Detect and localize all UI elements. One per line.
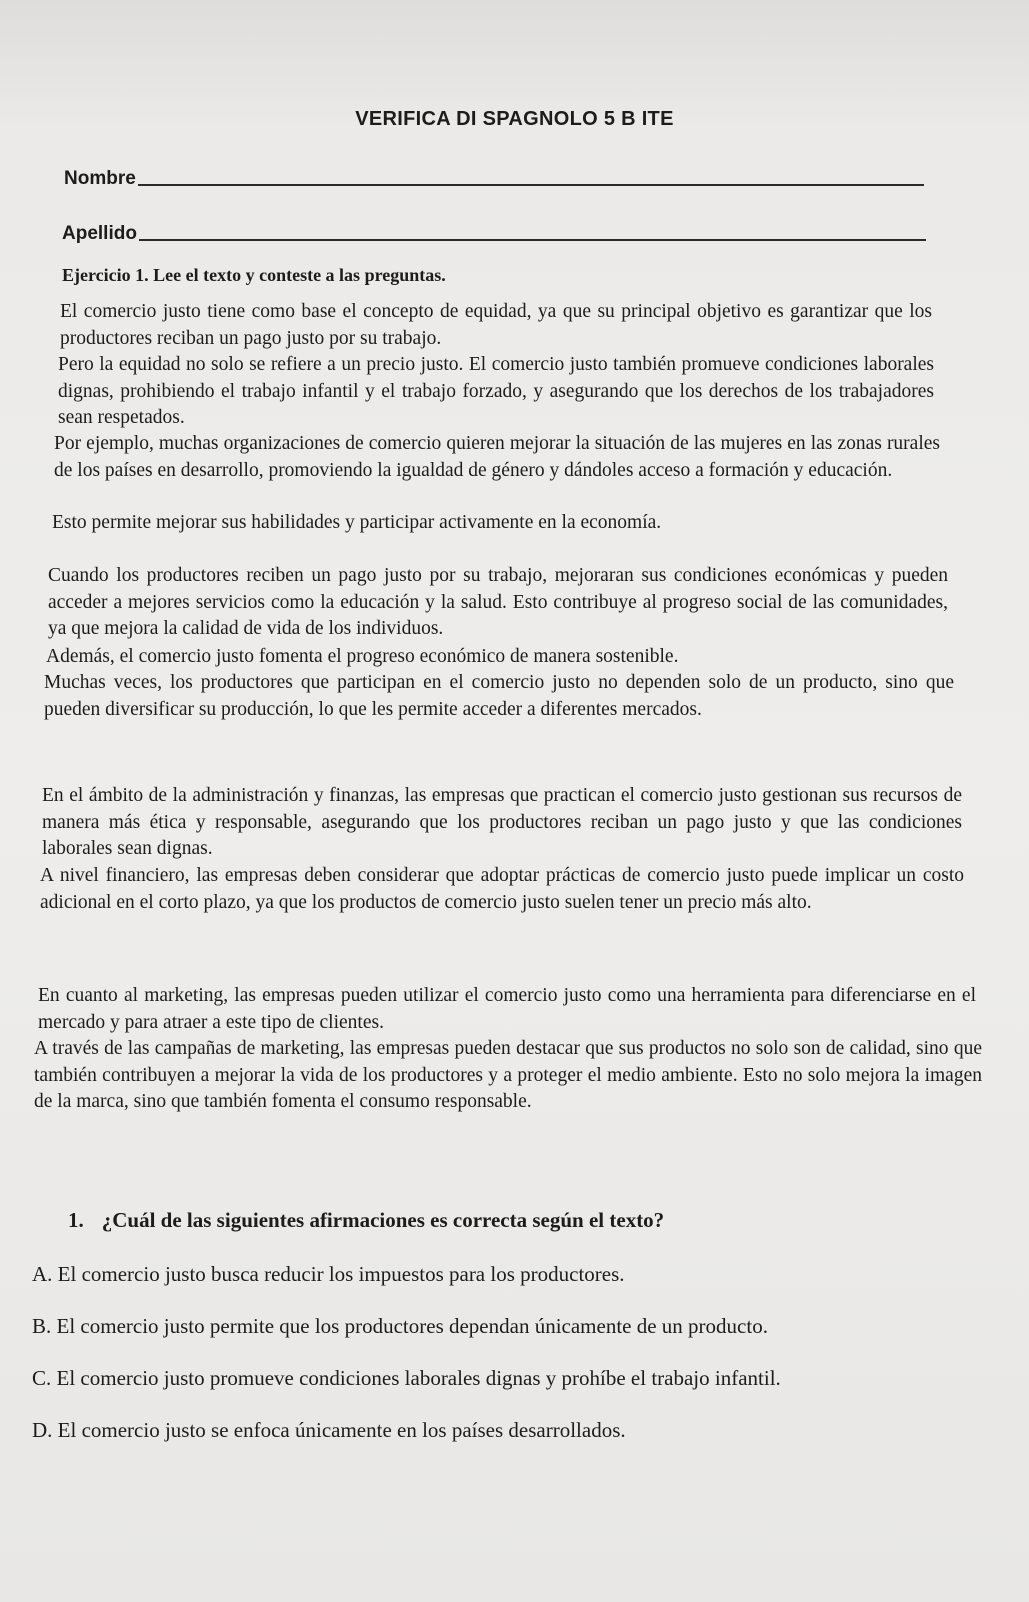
apellido-label: Apellido	[62, 223, 137, 244]
question-number: 1.	[68, 1208, 84, 1232]
paragraph: Por ejemplo, muchas organizaciones de comercio quieren mejorar la situación de las mujeres en las zonas rurales de los países en desarrollo, promoviendo la igualdad de género y dándoles acceso a formación y educación.	[54, 433, 940, 481]
paragraph: A través de las campañas de marketing, las empresas pueden destacar que sus productos no solo son de calidad, sino que también contribuyen a mejorar la vida de los productores y a proteger el medio ambiente. Esto no solo mejora la imagen de la marca, sino que también fomenta el consumo responsable.	[34, 1038, 982, 1112]
apellido-blank-line	[139, 239, 926, 241]
paragraph: A nivel financiero, las empresas deben considerar que adoptar prácticas de comercio justo puede implicar un costo adicional en el corto plazo, ya que los productos de comercio justo suelen tener un precio más alto.	[40, 865, 964, 913]
paragraph: Cuando los productores reciben un pago justo por su trabajo, mejoraran sus condiciones económicas y pueden acceder a mejores servicios como la educación y la salud. Esto contribuye al progreso social de las comunidades, ya que mejora la calidad de vida de los individuos.	[48, 565, 948, 639]
paragraph: En cuanto al marketing, las empresas pueden utilizar el comercio justo como una herramienta para diferenciarse en el mercado y para atraer a este tipo de clientes.	[38, 985, 976, 1033]
option-b[interactable]: B. El comercio justo permite que los productores dependan únicamente de un producto.	[32, 1314, 768, 1338]
paragraph: En el ámbito de la administración y finanzas, las empresas que practican el comercio justo gestionan sus recursos de manera más ética y responsable, asegurando que los productores reciban un pago justo y que las condiciones laborales sean dignas.	[42, 785, 962, 859]
paragraph: Esto permite mejorar sus habilidades y participar activamente en la economía.	[52, 512, 662, 533]
apellido-field	[62, 215, 926, 245]
exercise-title: Ejercicio 1. Lee el texto y conteste a las preguntas.	[62, 265, 446, 285]
option-c[interactable]: C. El comercio justo promueve condiciones laborales dignas y prohíbe el trabajo infantil.	[32, 1366, 781, 1390]
paragraph: Además, el comercio justo fomenta el progreso económico de manera sostenible.	[46, 646, 679, 667]
paragraph: Muchas veces, los productores que participan en el comercio justo no dependen solo de un producto, sino que pueden diversificar su producción, lo que les permite acceder a diferentes mercados.	[44, 672, 954, 720]
paragraph: El comercio justo tiene como base el concepto de equidad, ya que su principal objetivo es garantizar que los productores reciban un pago justo por su trabajo.	[60, 301, 932, 349]
paragraph: Pero la equidad no solo se refiere a un precio justo. El comercio justo también promueve condiciones laborales dignas, prohibiendo el trabajo infantil y el trabajo forzado, y asegurando que los derechos de los trabajadores sean respetados.	[58, 354, 934, 428]
nombre-blank-line	[138, 184, 924, 186]
exam-title: VERIFICA DI SPAGNOLO 5 B ITE	[355, 108, 674, 130]
question-text: ¿Cuál de las siguientes afirmaciones es correcta según el texto?	[101, 1208, 665, 1232]
nombre-field	[64, 160, 924, 190]
option-a[interactable]: A. El comercio justo busca reducir los impuestos para los productores.	[32, 1262, 625, 1286]
nombre-label: Nombre	[64, 168, 136, 189]
option-d[interactable]: D. El comercio justo se enfoca únicamente en los países desarrollados.	[32, 1418, 626, 1442]
question-1	[68, 1208, 664, 1233]
